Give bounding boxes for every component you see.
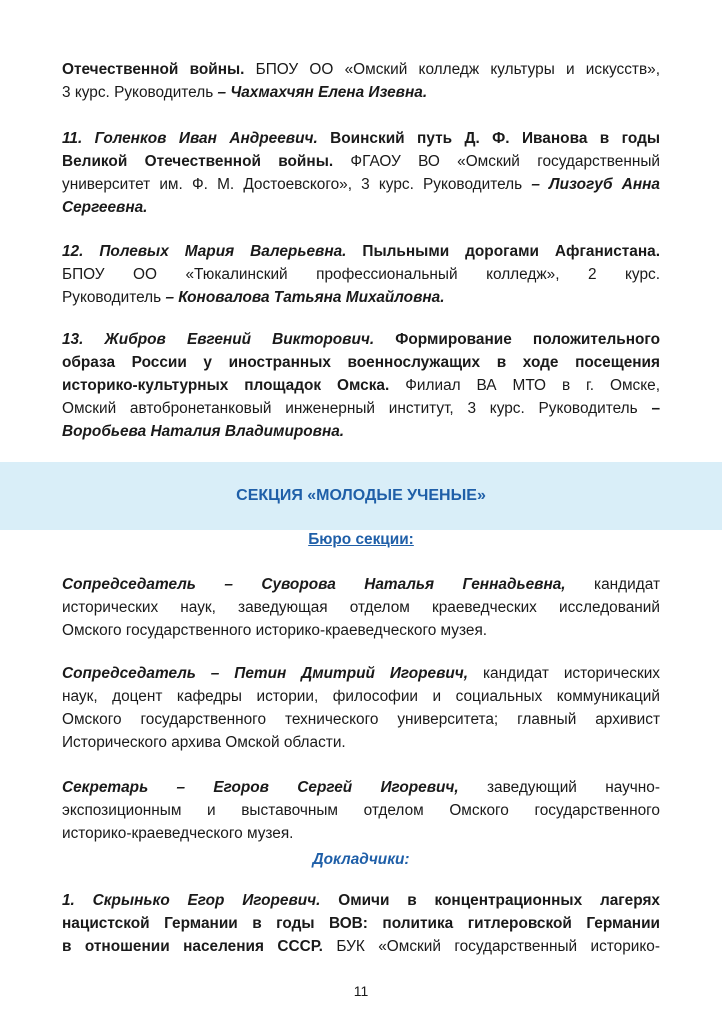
- text-run: Омский автобронетанковый инженерный институт, 3 курс. Руководитель: [62, 400, 652, 417]
- text-line: [62, 596, 660, 619]
- text-run: Филиал ВА МТО в г. Омске,: [389, 377, 660, 394]
- text-line: [62, 127, 660, 150]
- text-line: [62, 889, 660, 912]
- paragraph-continuation: [62, 58, 660, 104]
- text-line: [62, 935, 660, 958]
- text-run: образа России у иностранных военнослужащих в ходе посещения: [62, 354, 660, 371]
- text-run: Воробьева Наталия Владимировна.: [62, 423, 345, 440]
- text-run: Омского государственного историко-краеведческого музея.: [62, 622, 488, 639]
- speaker-entry-13: [62, 328, 660, 443]
- text-line: [62, 196, 660, 219]
- text-run: Пыльными дорогами Афганистана.: [346, 243, 660, 260]
- text-line: [62, 662, 660, 685]
- text-run: – Лизогуб Анна: [531, 176, 660, 193]
- text-line: [62, 374, 660, 397]
- text-run: Руководитель: [62, 289, 166, 306]
- text-line: [62, 776, 660, 799]
- text-line: [62, 912, 660, 935]
- text-run: заведующий научно-: [458, 779, 660, 796]
- text-run: 12. Полевых Мария Валерьевна.: [62, 243, 347, 260]
- text-run: – Коновалова Татьяна Михайловна.: [165, 289, 445, 306]
- section-bureau-heading: Бюро секции:: [308, 531, 414, 548]
- text-run: 1. Скрынько Егор Игоревич.: [62, 892, 321, 909]
- text-run: кандидат: [565, 576, 660, 593]
- text-run: Сопредседатель – Суворова Наталья Геннадьевна,: [62, 576, 566, 593]
- text-run: Отечественной войны.: [62, 61, 245, 78]
- text-line: [62, 81, 660, 104]
- text-run: нацистской Германии в годы ВОВ: политика гитлеровской Германии: [62, 915, 660, 932]
- text-run: Омского государственного технического университета; главный архивист: [62, 711, 660, 728]
- text-run: историко-культурных площадок Омска.: [62, 377, 390, 394]
- speaker-entry-12: [62, 240, 660, 309]
- text-run: 13. Жибров Евгений Викторович.: [62, 331, 375, 348]
- text-run: наук, доцент кафедры истории, философии и социальных коммуникаций: [62, 688, 660, 705]
- text-run: экспозиционным и выставочным отделом Омского государственного: [62, 802, 660, 819]
- text-run: Воинский путь Д. Ф. Иванова в годы: [317, 130, 661, 147]
- text-run: Исторического архива Омской области.: [62, 734, 346, 751]
- text-run: –: [651, 400, 660, 417]
- text-line: [62, 822, 660, 845]
- text-line: [62, 799, 660, 822]
- text-run: 3 курс. Руководитель: [62, 84, 218, 101]
- text-line: [62, 58, 660, 81]
- text-line: [62, 351, 660, 374]
- text-line: [62, 420, 660, 443]
- page-number: 11: [353, 983, 369, 999]
- text-run: в отношении населения СССР.: [62, 938, 323, 955]
- bureau-secretary: [62, 776, 660, 845]
- text-run: БПОУ ОО «Омский колледж культуры и искусств»,: [244, 61, 660, 78]
- text-line: [62, 573, 660, 596]
- text-line: [62, 708, 660, 731]
- text-run: кандидат исторических: [468, 665, 660, 682]
- text-run: Секретарь – Егоров Сергей Игоревич,: [62, 779, 459, 796]
- text-line: [62, 619, 660, 642]
- text-run: БПОУ ОО «Тюкалинский профессиональный колледж», 2 курс.: [62, 266, 660, 283]
- text-run: историко-краеведческого музея.: [62, 825, 294, 842]
- bureau-cochair-2: [62, 662, 660, 754]
- text-line: [62, 685, 660, 708]
- speakers-heading: Докладчики:: [312, 851, 410, 868]
- text-run: Сопредседатель – Петин Дмитрий Игоревич,: [62, 665, 469, 682]
- text-run: Формирование положительного: [374, 331, 660, 348]
- text-line: [62, 150, 660, 173]
- text-run: ФГАОУ ВО «Омский государственный: [333, 153, 660, 170]
- text-run: Сергеевна.: [62, 199, 148, 216]
- bureau-cochair-1: [62, 573, 660, 642]
- text-line: [62, 173, 660, 196]
- text-run: Великой Отечественной войны.: [62, 153, 334, 170]
- text-line: [62, 397, 660, 420]
- speaker-entry-1: [62, 889, 660, 958]
- text-run: БУК «Омский государственный историко-: [322, 938, 660, 955]
- text-line: [62, 286, 660, 309]
- section-title: СЕКЦИЯ «МОЛОДЫЕ УЧЕНЫЕ»: [236, 487, 486, 504]
- text-run: университет им. Ф. М. Достоевского», 3 курс. Руководитель: [62, 176, 532, 193]
- speaker-entry-11: [62, 127, 660, 219]
- text-run: – Чахмахчян Елена Изевна.: [217, 84, 428, 101]
- text-run: 11. Голенков Иван Андреевич.: [62, 130, 318, 147]
- text-line: [62, 263, 660, 286]
- text-line: [62, 731, 660, 754]
- text-run: исторических наук, заведующая отделом краеведческих исследований: [62, 599, 660, 616]
- text-line: [62, 240, 660, 263]
- text-line: [62, 328, 660, 351]
- text-run: Омичи в концентрационных лагерях: [320, 892, 660, 909]
